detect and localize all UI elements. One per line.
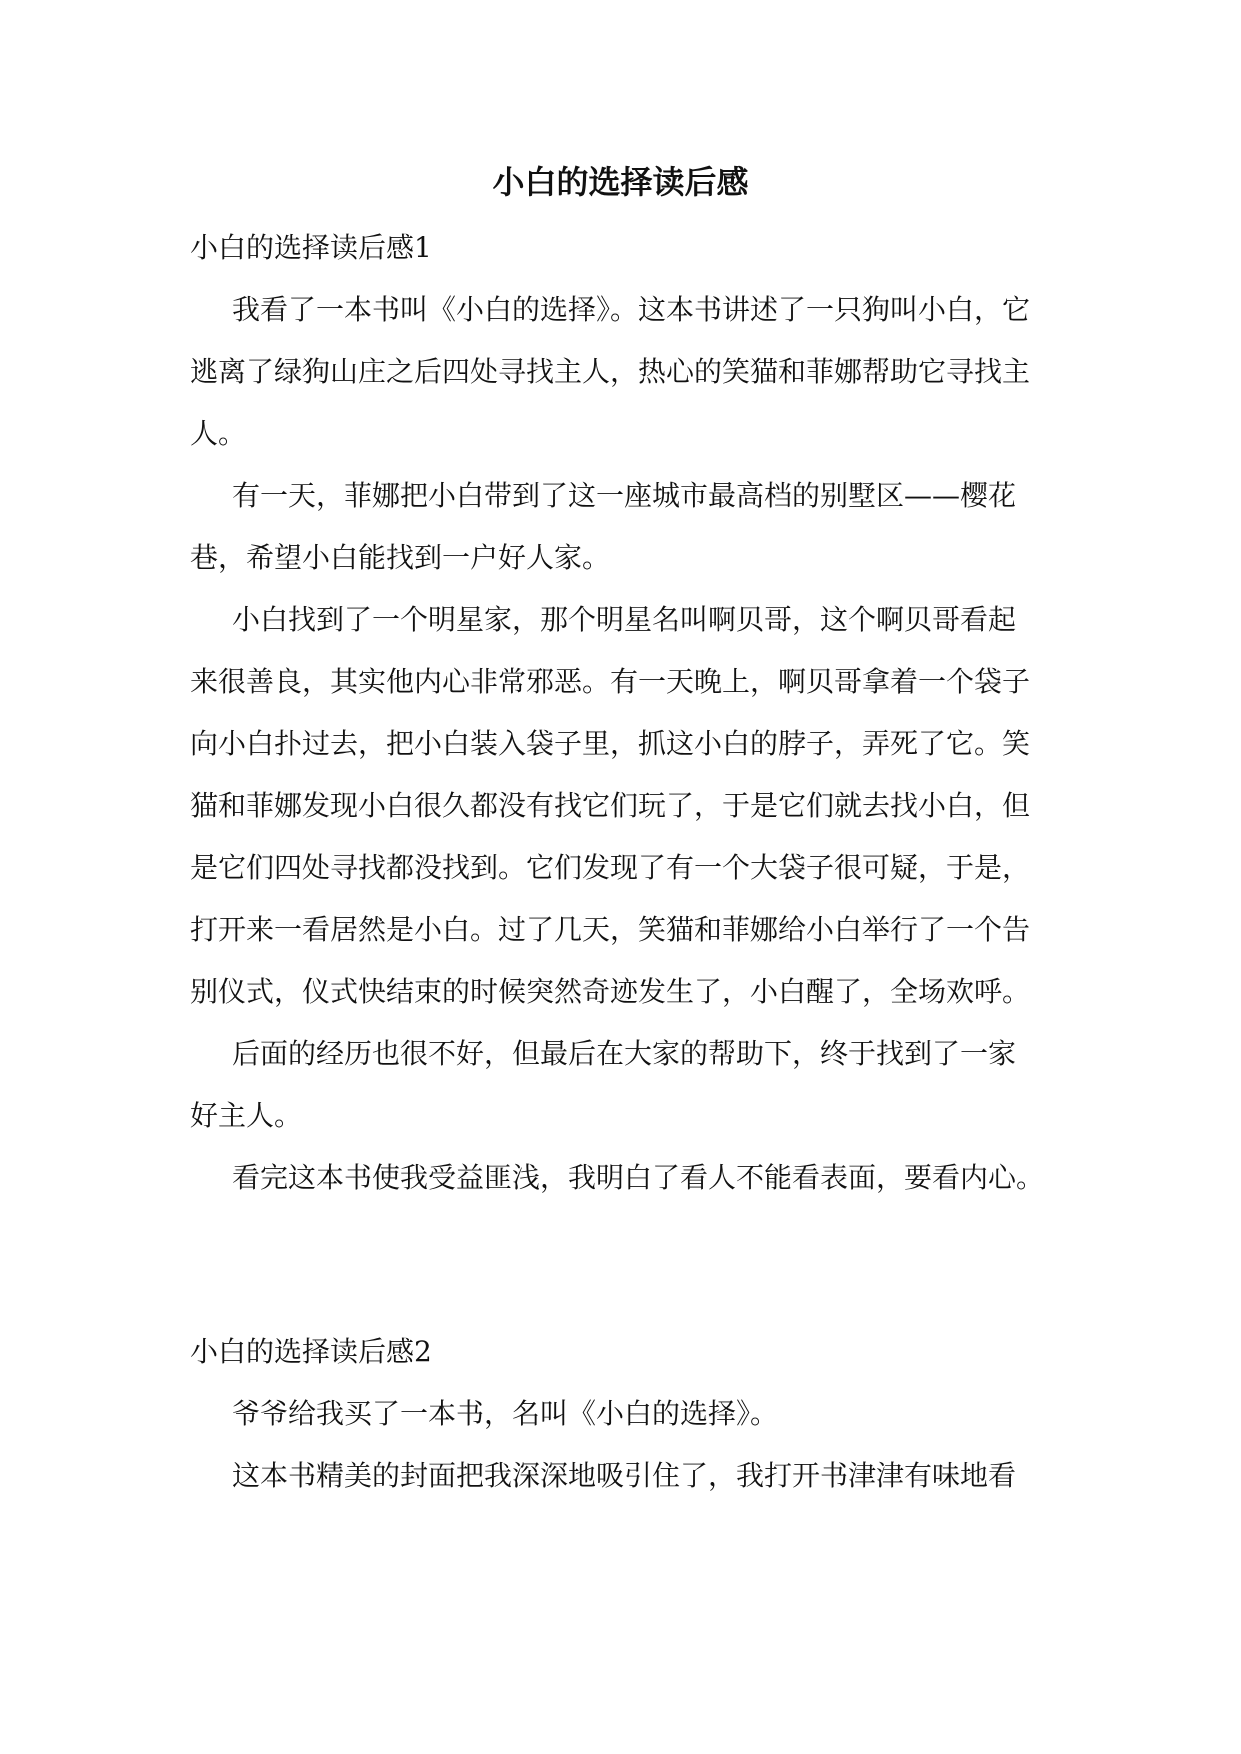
- section-heading: 小白的选择读后感1: [190, 231, 432, 264]
- paragraph-line: 逃离了绿狗山庄之后四处寻找主人，热心的笑猫和菲娜帮助它寻找主: [190, 355, 1031, 388]
- paragraph-line: 小白找到了一个明星家，那个明星名叫啊贝哥，这个啊贝哥看起: [232, 603, 1017, 636]
- section-heading: 小白的选择读后感2: [190, 1335, 432, 1368]
- paragraph-line: 这本书精美的封面把我深深地吸引住了，我打开书津津有味地看: [232, 1459, 1017, 1492]
- paragraph-line: 是它们四处寻找都没找到。它们发现了有一个大袋子很可疑，于是，: [190, 851, 1031, 884]
- paragraph-line: 来很善良，其实他内心非常邪恶。有一天晚上，啊贝哥拿着一个袋子: [190, 665, 1031, 698]
- paragraph-line: 向小白扑过去，把小白装入袋子里，抓这小白的脖子，弄死了它。笑: [190, 727, 1031, 760]
- paragraph-line: 巷，希望小白能找到一户好人家。: [190, 541, 611, 574]
- paragraph-line: 好主人。: [190, 1099, 303, 1132]
- paragraph-line: 人。: [190, 417, 247, 450]
- paragraph-line: 后面的经历也很不好，但最后在大家的帮助下，终于找到了一家: [232, 1037, 1017, 1070]
- paragraph-line: 我看了一本书叫《小白的选择》。这本书讲述了一只狗叫小白，它: [232, 293, 1031, 326]
- paragraph-line: 猫和菲娜发现小白很久都没有找它们玩了，于是它们就去找小白，但: [190, 789, 1031, 822]
- paragraph-line: 别仪式，仪式快结束的时候突然奇迹发生了，小白醒了，全场欢呼。: [190, 975, 1031, 1008]
- paragraph-line: 有一天，菲娜把小白带到了这一座城市最高档的别墅区——樱花: [232, 479, 1017, 512]
- document-title: 小白的选择读后感: [492, 163, 749, 201]
- paragraph-line: 看完这本书使我受益匪浅，我明白了看人不能看表面，要看内心。: [232, 1161, 1045, 1194]
- paragraph-line: 打开来一看居然是小白。过了几天，笑猫和菲娜给小白举行了一个告: [190, 913, 1031, 946]
- paragraph-line: 爷爷给我买了一本书，名叫《小白的选择》。: [232, 1397, 779, 1430]
